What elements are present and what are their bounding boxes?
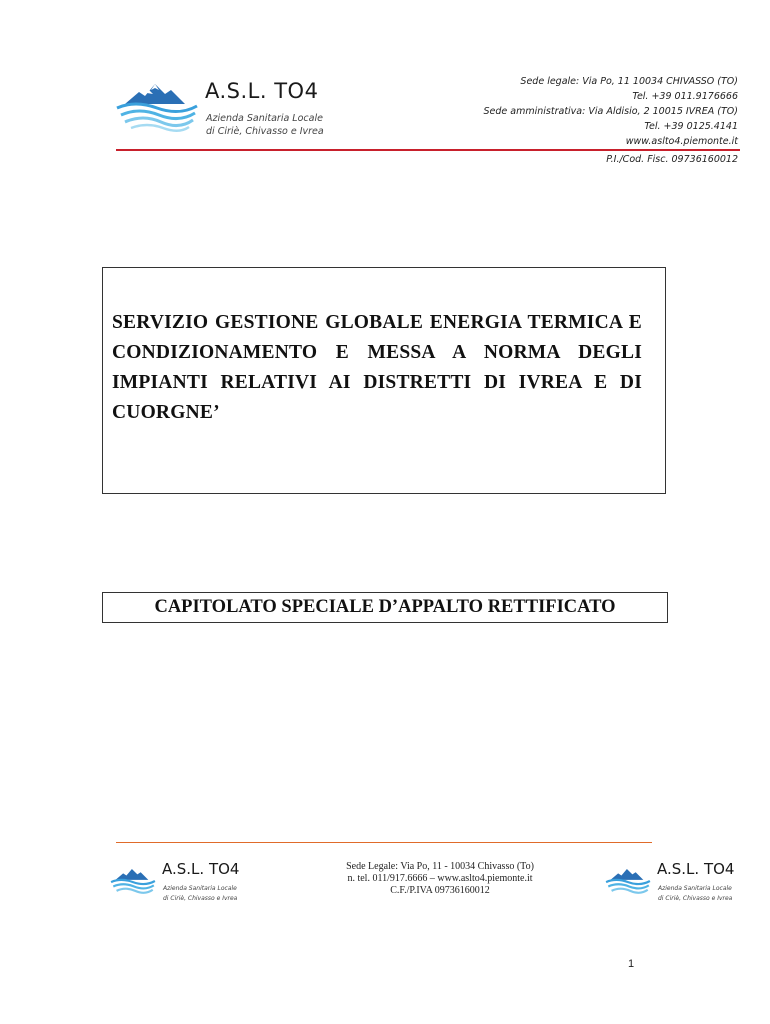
header-website: www.aslto4.piemonte.it bbox=[625, 136, 738, 147]
header-fiscal-code: P.I./Cod. Fisc. 09736160012 bbox=[606, 154, 738, 165]
header-logo-name: A.S.L. TO4 bbox=[205, 79, 319, 103]
footer-fiscal-line: C.F./P.IVA 09736160012 bbox=[390, 885, 490, 896]
header-address-line: Tel. +39 011.9176666 bbox=[632, 91, 738, 102]
header-address-line: Sede amministrativa: Via Aldisio, 2 10015 IVREA (TO) bbox=[483, 106, 738, 117]
footer-address-line: Sede Legale: Via Po, 11 - 10034 Chivasso (To) bbox=[346, 861, 534, 872]
header-logo bbox=[115, 74, 345, 144]
page-number: 1 bbox=[628, 958, 635, 970]
footer-logo-left bbox=[110, 858, 270, 918]
footer-address bbox=[300, 861, 580, 897]
header-address-line: Tel. +39 0125.4141 bbox=[644, 121, 738, 132]
header-divider bbox=[116, 149, 740, 151]
title-box bbox=[102, 267, 666, 494]
asl-mountain-wave-logo-icon bbox=[605, 864, 651, 898]
asl-mountain-wave-logo-icon bbox=[115, 78, 199, 134]
footer-divider bbox=[116, 842, 652, 843]
header-address-line: Sede legale: Via Po, 11 10034 CHIVASSO (TO) bbox=[520, 76, 738, 87]
header-logo-subtitle-1: Azienda Sanitaria Locale bbox=[206, 113, 323, 124]
footer-logo-right bbox=[605, 858, 765, 918]
asl-mountain-wave-logo-icon bbox=[110, 864, 156, 898]
footer-logo-left-name: A.S.L. TO4 bbox=[162, 860, 240, 878]
document-subtitle: CAPITOLATO SPECIALE D’APPALTO RETTIFICATO bbox=[154, 597, 616, 617]
document-title: SERVIZIO GESTIONE GLOBALE ENERGIA TERMICA E CONDIZIONAMENTO E MESSA A NORMA DEGLI IMPIANTI RELATIVI AI DISTRETTI DI IVREA E DI CUORGNE’ bbox=[112, 312, 642, 423]
footer-logo-right-name: A.S.L. TO4 bbox=[657, 860, 735, 878]
header-logo-subtitle-2: di Ciriè, Chivasso e Ivrea bbox=[206, 126, 324, 137]
footer-logo-left-subtitle-1: Azienda Sanitaria Locale bbox=[163, 885, 237, 892]
footer-contact-line: n. tel. 011/917.6666 – www.aslto4.piemonte.it bbox=[347, 873, 533, 884]
footer-logo-right-subtitle-2: di Ciriè, Chivasso e Ivrea bbox=[658, 895, 733, 902]
footer-logo-right-subtitle-1: Azienda Sanitaria Locale bbox=[658, 885, 732, 892]
subtitle-box bbox=[102, 592, 668, 623]
footer-logo-left-subtitle-2: di Ciriè, Chivasso e Ivrea bbox=[163, 895, 238, 902]
header-address bbox=[408, 74, 738, 149]
